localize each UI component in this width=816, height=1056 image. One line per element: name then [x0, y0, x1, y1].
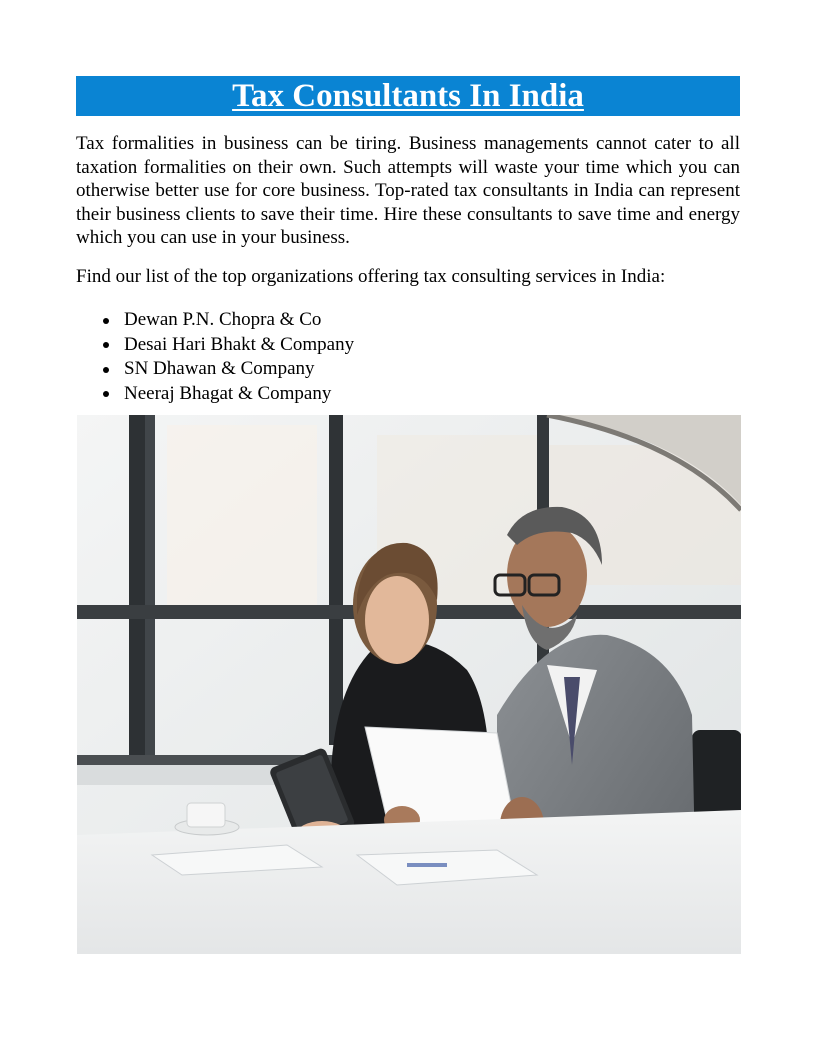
firm-name: Neeraj Bhagat & Company — [124, 382, 332, 404]
office-consultation-photo — [77, 415, 741, 954]
bullet-icon — [103, 342, 109, 348]
page-title-link[interactable]: Tax Consultants In India — [232, 78, 584, 114]
list-intro: Find our list of the top organizations offering tax consulting services in India: — [76, 266, 666, 287]
list-item — [76, 333, 740, 358]
firm-list — [76, 308, 740, 406]
bullet-icon — [103, 367, 109, 373]
list-item — [76, 382, 740, 407]
firm-name: Dewan P.N. Chopra & Co — [124, 309, 322, 330]
list-item — [76, 308, 740, 333]
bullet-icon — [103, 318, 109, 324]
title-banner — [76, 76, 740, 116]
bullet-icon — [103, 391, 109, 397]
firm-name: SN Dhawan & Company — [124, 358, 315, 379]
intro-paragraph: Tax formalities in business can be tiring. Business managements cannot cater to all taxation formalities on their own. Such attempts will waste your time which you can otherwise better use for core business. Top-rated tax consultants in India can represent their business clients to save their time. Hire these consultants to save time and energy which you can use in your business. — [76, 133, 740, 248]
list-item — [76, 357, 740, 382]
firm-name: Desai Hari Bhakt & Company — [124, 333, 355, 355]
